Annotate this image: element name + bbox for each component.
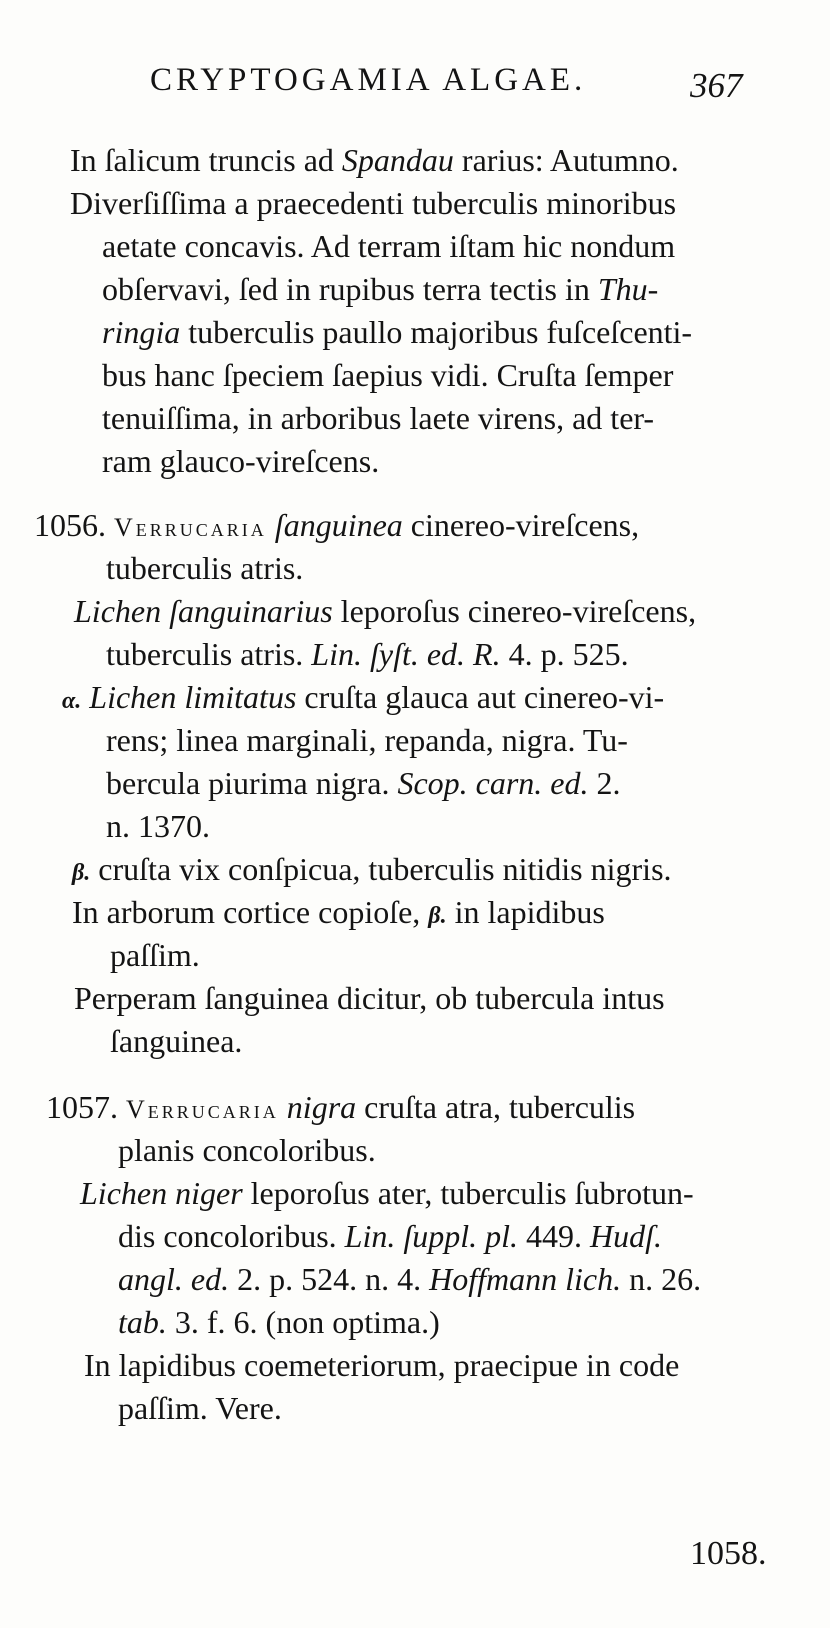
entry-number: 1057. xyxy=(46,1089,118,1125)
text-line: obſervavi, ſed in rupibus terra tectis in Thu- xyxy=(102,271,659,307)
text-line: ringia tuberculis paullo majoribus fuſceſcenti- xyxy=(102,314,693,350)
genus-name: Verrucaria xyxy=(114,513,267,542)
species-name: nigra xyxy=(286,1089,357,1125)
habitat-line: In lapidibus coemeteriorum, praecipue in code xyxy=(84,1347,680,1383)
text-line: In ſalicum truncis ad Spandau rarius: Autumno. xyxy=(70,142,679,178)
text-line: rens; linea marginali, repanda, nigra. Tu- xyxy=(106,722,628,758)
text-line: Diverſiſſima a praecedenti tuberculis minoribus xyxy=(70,185,677,221)
text-line: paſſim. xyxy=(110,937,200,973)
text-line: dis concoloribus. Lin. ſuppl. pl. 449. Hudſ. xyxy=(118,1218,662,1254)
text-line: paſſim. Vere. xyxy=(118,1390,282,1426)
entry-1056-heading: 1056. Verrucaria ſanguinea cinereo-vireſcens, xyxy=(34,507,640,543)
text-line: ſanguinea. xyxy=(110,1023,243,1059)
entry-number: 1056. xyxy=(34,507,106,543)
entry-1057-heading: 1057. Verrucaria nigra cruſta atra, tuberculis xyxy=(46,1089,636,1125)
text-line: planis concoloribus. xyxy=(118,1132,376,1168)
text-line: ram glauco-vireſcens. xyxy=(102,443,380,479)
note-line: Perperam ſanguinea dicitur, ob tubercula intus xyxy=(74,980,665,1016)
text-line: bercula piurima nigra. Scop. carn. ed. 2. xyxy=(106,765,621,801)
catchword: 1058. xyxy=(690,1535,767,1572)
text-line: tenuiſſima, in arboribus laete virens, ad ter- xyxy=(102,400,655,436)
synonym-line: Lichen ſanguinarius leporoſus cinereo-vireſcens, xyxy=(74,593,697,629)
species-name: ſanguinea xyxy=(274,507,403,543)
text-line: angl. ed. 2. p. 524. n. 4. Hoffmann lich. n. 26. xyxy=(118,1261,702,1297)
page-number: 367 xyxy=(690,66,743,105)
habitat-line: In arborum cortice copioſe, β. in lapidibus xyxy=(72,894,605,930)
text-line: tuberculis atris. Lin. ſyſt. ed. R. 4. p. 525. xyxy=(106,636,629,672)
text-line: tab. 3. f. 6. (non optima.) xyxy=(118,1304,440,1340)
text-line: n. 1370. xyxy=(106,808,210,844)
text-line: bus hanc ſpeciem ſaepius vidi. Cruſta ſemper xyxy=(102,357,674,393)
genus-name: Verrucaria xyxy=(126,1095,279,1124)
variety-alpha-line: α. Lichen limitatus cruſta glauca aut cinereo-vi- xyxy=(62,679,665,715)
variety-beta-line: β. cruſta vix conſpicua, tuberculis nitidis nigris. xyxy=(72,851,672,887)
synonym-line: Lichen niger leporoſus ater, tuberculis ſubrotun- xyxy=(80,1175,694,1211)
running-head: CRYPTOGAMIA ALGAE. xyxy=(150,62,587,98)
text-line: aetate concavis. Ad terram iſtam hic nondum xyxy=(102,228,676,264)
text-line: tuberculis atris. xyxy=(106,550,304,586)
